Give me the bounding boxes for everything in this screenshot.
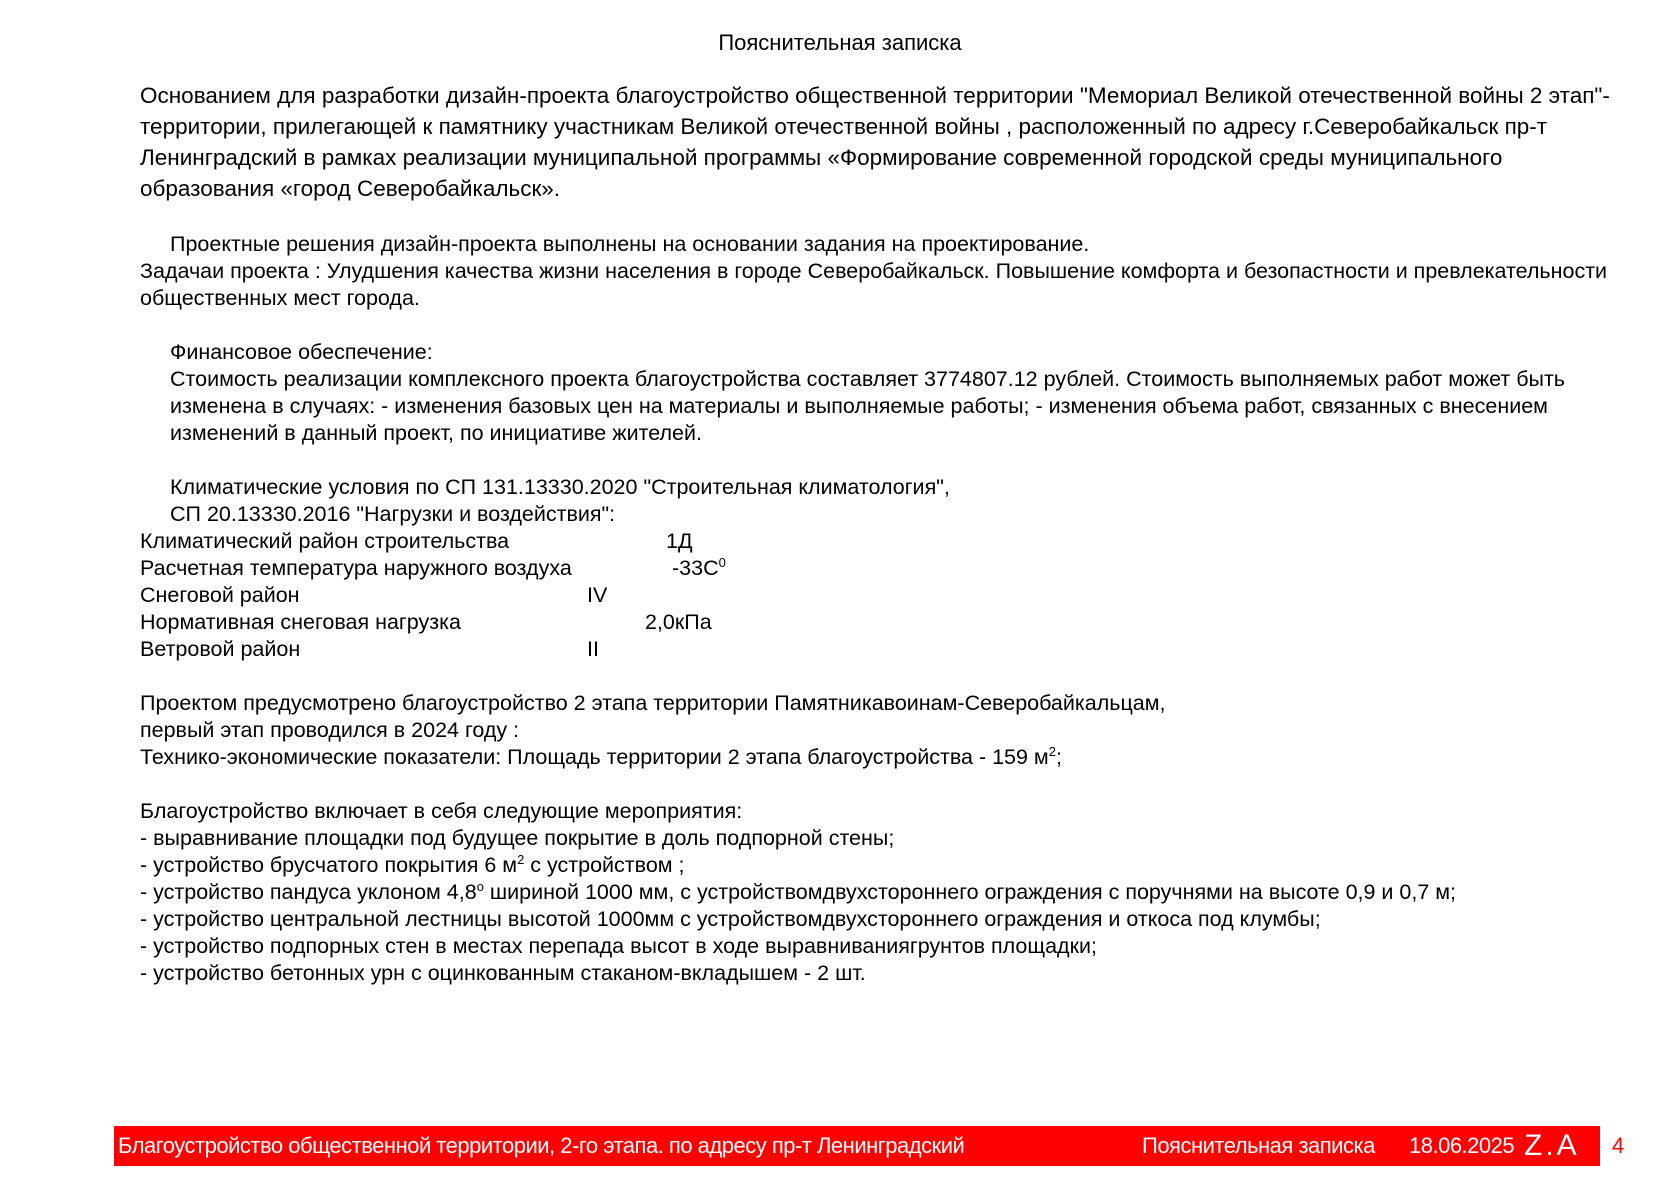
works-item-text: - устройство пандуса уклоном 4,8 bbox=[140, 880, 477, 904]
climate-row bbox=[140, 609, 1640, 636]
footer-project-title: Благоустройство общественной территории, 2-го этапа. по адресу пр-т Ленинградский bbox=[118, 1133, 965, 1158]
finance-heading: Финансовое обеспечение: bbox=[170, 340, 433, 364]
indicators-end: ; bbox=[1055, 745, 1062, 769]
works-item-text: с устройством ; bbox=[524, 853, 685, 877]
climate-row bbox=[140, 636, 1640, 663]
indicators-text: Технико-экономические показатели: Площадь территории 2 этапа благоустройства - 159 м bbox=[140, 745, 1049, 769]
document-body bbox=[140, 80, 1640, 987]
tasks-paragraph: Задачаи проекта : Улудшения качества жизни населения в городе Северобайкальск. Повышение комфорта и безопастности и превлекательности общественных мест города. bbox=[140, 259, 1608, 310]
design-basis-paragraph: Проектные решения дизайн-проекта выполнены на основании задания на проектирование. bbox=[170, 232, 1090, 256]
climate-row-value: 1Д bbox=[666, 529, 693, 553]
footer-logo: Z.A bbox=[1524, 1129, 1580, 1162]
works-item bbox=[140, 879, 1640, 906]
page-title: Пояснительная записка bbox=[718, 30, 962, 55]
climate-row-value: II bbox=[587, 637, 599, 661]
indicators-line bbox=[140, 744, 1640, 771]
climate-row-value: 2,0кПа bbox=[645, 610, 712, 634]
indicators-sup: 2 bbox=[1048, 743, 1056, 759]
temperature-sup: 0 bbox=[718, 554, 726, 570]
finance-text-before: Стоимость реализации комплексного проекта благоустройства составляет bbox=[170, 367, 925, 391]
works-item: - устройство центральной лестницы высотой 1000мм с устройствомдвухстороннего ограждения и откоса под клумбы; bbox=[140, 907, 1321, 931]
climate-row-label: Ветровой район bbox=[140, 637, 301, 661]
climate-row-value: IV bbox=[587, 583, 608, 607]
finance-amount: 3774807.12 bbox=[924, 367, 1038, 391]
works-item-text: - устройство брусчатого покрытия 6 м bbox=[140, 853, 518, 877]
works-heading: Благоустройство включает в себя следующие мероприятия: bbox=[140, 799, 743, 823]
climate-row-label: Климатический район строительства bbox=[140, 529, 510, 553]
finance-text-after: рублей. Стоимость выполняемых работ может быть изменена в случаях: - изменения базовых цен на материалы и выполняемые работы; - изменения объема работ, связанных с внесением изменений в данный проект, по инициативе жителей. bbox=[170, 367, 1566, 445]
works-item: - устройство бетонных урн с оцинкованным стаканом-вкладышем - 2 шт. bbox=[140, 961, 866, 985]
climate-row bbox=[140, 582, 1640, 609]
works-item: - выравнивание площадки под будущее покрытие в доль подпорной стены; bbox=[140, 826, 895, 850]
works-item-text: шириной 1000 мм, с устройствомдвухстороннего ограждения с поручнями на высоте 0,9 и 0,7 м; bbox=[483, 880, 1457, 904]
climate-row-label: Расчетная температура наружного воздуха bbox=[140, 556, 572, 580]
footer-date: 18.06.2025 bbox=[1409, 1133, 1515, 1158]
climate-row bbox=[140, 555, 1640, 582]
climate-row-label: Нормативная снеговая нагрузка bbox=[140, 610, 461, 634]
scope-line-2: первый этап проводился в 2024 году : bbox=[140, 718, 520, 742]
footer-bar bbox=[114, 1126, 1600, 1166]
temperature-value: -33С bbox=[672, 556, 719, 580]
works-item-sup: 2 bbox=[517, 851, 525, 867]
climate-line-2: СП 20.13330.2016 "Нагрузки и воздействия": bbox=[170, 502, 616, 526]
climate-row-value bbox=[672, 555, 726, 582]
page-number: 4 bbox=[1612, 1133, 1625, 1158]
climate-line-1: Климатические условия по СП 131.13330.2020 "Строительная климатология", bbox=[170, 475, 950, 499]
scope-line-1: Проектом предусмотрено благоустройство 2 этапа территории Памятникавоинам-Северобайкальцам, bbox=[140, 691, 1166, 715]
finance-paragraph bbox=[140, 366, 1640, 447]
works-item bbox=[140, 852, 1640, 879]
works-item-sup: о bbox=[476, 878, 484, 894]
works-item: - устройство подпорных стен в местах перепада высот в ходе выравниваниягрунтов площадки; bbox=[140, 934, 1097, 958]
climate-row-label: Снеговой район bbox=[140, 583, 300, 607]
climate-row bbox=[140, 528, 1640, 555]
intro-paragraph: Основанием для разработки дизайн-проекта благоустройство общественной территории "Мемориал Великой отечественной войны 2 этап"- территории, прилегающей к памятнику участникам Великой отечественной войны , расположенный по адресу г.Северобайкальск пр-т Ленинградский в рамках реализации муниципальной программы «Формирование современной городской среды муниципального образования «город Северобайкальск». bbox=[140, 83, 1610, 201]
footer-document-name: Пояснительная записка bbox=[1142, 1133, 1375, 1158]
